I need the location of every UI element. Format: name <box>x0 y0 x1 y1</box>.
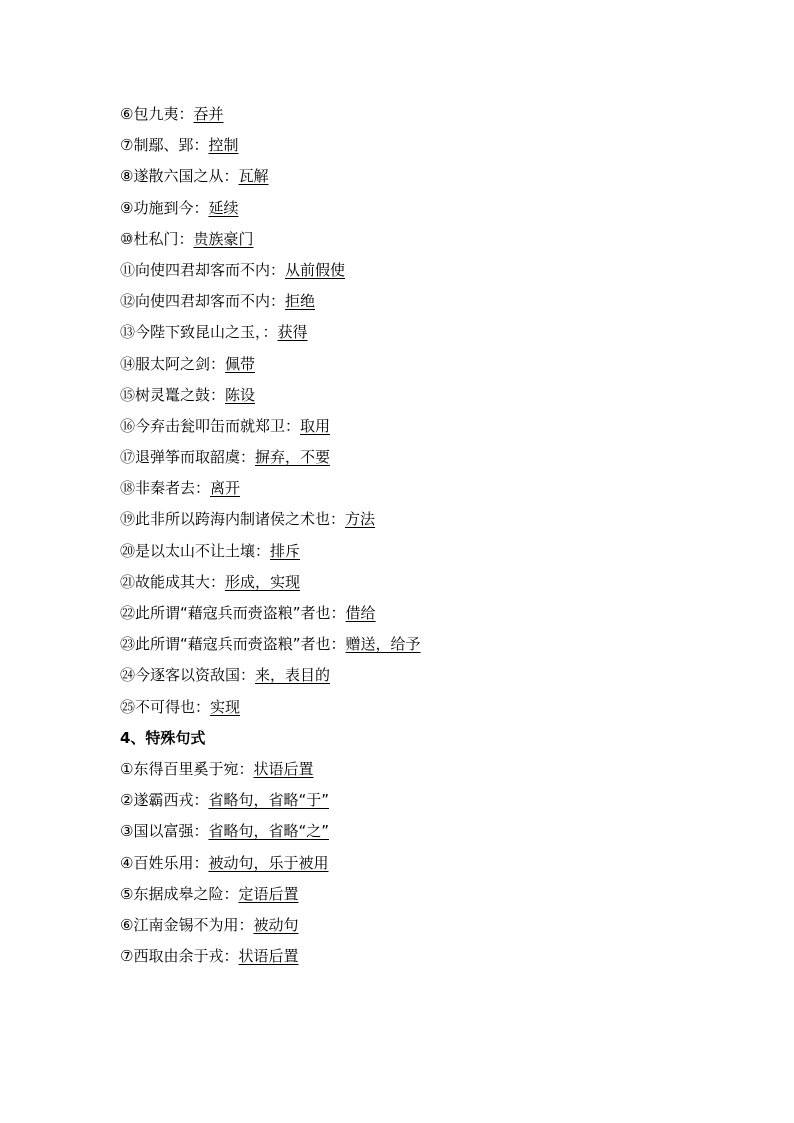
item-answer: 被动句，乐于被用 <box>208 853 329 872</box>
word-meaning-item <box>120 504 720 535</box>
item-text: ㉕不可得也： <box>120 697 211 716</box>
special-sentence-item <box>120 941 720 972</box>
item-answer: 贵族豪门 <box>193 229 254 248</box>
item-answer: 摒弃，不要 <box>255 448 331 467</box>
word-meaning-item <box>120 286 720 317</box>
word-meaning-item <box>120 598 720 629</box>
item-answer: 拒绝 <box>285 292 316 311</box>
item-answer: 排斥 <box>270 541 301 560</box>
special-sentence-item <box>120 879 720 910</box>
word-meaning-item <box>120 629 720 660</box>
item-text: ①东得百里奚于宛： <box>120 759 254 778</box>
item-answer: 佩带 <box>225 354 256 373</box>
word-meaning-item <box>120 473 720 504</box>
word-meaning-item <box>120 442 720 473</box>
item-text: ④百姓乐用： <box>120 853 209 872</box>
special-sentence-item <box>120 910 720 941</box>
item-text: ⑰退弹筝而取韶虞： <box>120 448 256 467</box>
item-answer: 控制 <box>208 136 239 155</box>
item-text: ③国以富强： <box>120 822 209 841</box>
special-sentence-item <box>120 785 720 816</box>
item-answer: 状语后置 <box>238 947 299 966</box>
item-text: ㉓此所谓“藉寇兵而赍盗粮”者也： <box>120 635 346 654</box>
item-text: ⑩杜私门： <box>120 229 194 248</box>
item-answer: 省略句，省略“于” <box>208 791 329 810</box>
item-text: ⑪向使四君却客而不内： <box>120 260 286 279</box>
document-page <box>120 99 720 972</box>
item-text: ⑫向使四君却客而不内： <box>120 292 286 311</box>
item-answer: 被动句 <box>253 915 299 934</box>
item-answer: 从前假使 <box>285 260 346 279</box>
word-meaning-item <box>120 567 720 598</box>
item-answer: 状语后置 <box>253 759 314 778</box>
item-text: ⑳是以太山不让土壤： <box>120 541 271 560</box>
item-text: ⑥江南金锡不为用： <box>120 915 254 934</box>
word-meaning-item <box>120 161 720 192</box>
item-text: ⑭服太阿之剑： <box>120 354 226 373</box>
item-answer: 形成，实现 <box>225 572 301 591</box>
item-answer: 定语后置 <box>238 884 299 903</box>
word-meaning-item <box>120 349 720 380</box>
item-answer: 延续 <box>208 198 239 217</box>
word-meaning-item <box>120 99 720 130</box>
item-answer: 离开 <box>210 479 241 498</box>
item-answer: 来，表目的 <box>255 666 331 685</box>
word-meaning-item <box>120 536 720 567</box>
item-answer: 陈设 <box>225 385 256 404</box>
item-text: ⑤东据成皋之险： <box>120 884 239 903</box>
special-sentence-item <box>120 848 720 879</box>
word-meaning-item <box>120 224 720 255</box>
item-text: ⑮树灵鼍之鼓： <box>120 385 226 404</box>
word-meaning-item <box>120 411 720 442</box>
item-text: ⑦制鄢、郢： <box>120 136 209 155</box>
item-answer: 省略句，省略“之” <box>208 822 329 841</box>
item-text: ⑨功施到今： <box>120 198 209 217</box>
item-text: ㉒此所谓“藉寇兵而赍盗粮”者也： <box>120 604 346 622</box>
item-answer: 赠送，给予 <box>345 635 421 654</box>
item-text: ⑯今弃击瓮叩缶而就郑卫： <box>120 416 301 435</box>
word-meaning-item <box>120 255 720 286</box>
item-text: ⑥包九夷： <box>120 105 194 123</box>
word-meaning-item <box>120 193 720 224</box>
item-answer: 实现 <box>210 697 241 716</box>
item-answer: 获得 <box>277 323 308 342</box>
special-sentence-item <box>120 816 720 847</box>
item-text: ②遂霸西戎： <box>120 791 209 810</box>
item-text: ㉔今逐客以资敌国： <box>120 666 256 685</box>
item-answer: 借给 <box>345 604 376 622</box>
item-text: ⑦西取由余于戎： <box>120 947 239 966</box>
word-meaning-item <box>120 692 720 723</box>
section-heading: 4、特殊句式 <box>120 728 206 747</box>
item-text: ⑲此非所以跨海内制诸侯之术也： <box>120 510 346 529</box>
item-text: ㉑故能成其大： <box>120 572 226 591</box>
item-answer: 瓦解 <box>238 167 269 186</box>
item-answer: 方法 <box>345 510 376 529</box>
item-text: ⑧遂散六国之从： <box>120 167 239 186</box>
word-meaning-item <box>120 130 720 161</box>
item-answer: 取用 <box>300 416 331 435</box>
special-sentence-item <box>120 754 720 785</box>
word-meaning-item <box>120 660 720 691</box>
word-meaning-item <box>120 380 720 411</box>
item-text: ⑱非秦者去： <box>120 479 211 498</box>
item-answer: 吞并 <box>193 105 224 123</box>
item-text: ⑬今陛下致昆山之玉，： <box>120 323 278 342</box>
word-meaning-item <box>120 317 720 348</box>
